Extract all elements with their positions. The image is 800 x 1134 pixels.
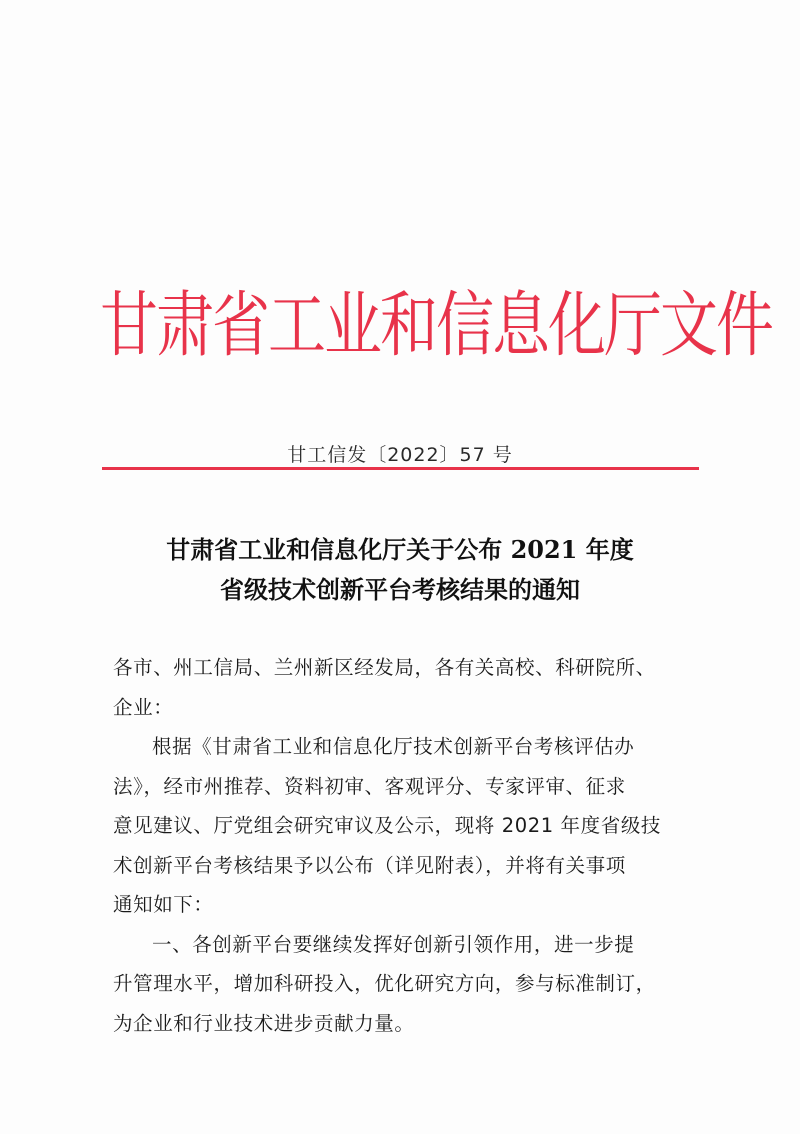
- paragraph-2-line-2: 升管理水平，增加科研投入，优化研究方向，参与标准制订，: [113, 972, 656, 995]
- document-number: 甘工信发〔2022〕57 号: [287, 444, 513, 466]
- paragraph-2-line-3: 为企业和行业技术进步贡献力量。: [113, 1011, 415, 1035]
- red-divider-line: [102, 467, 699, 470]
- recipients-line-2: 企业：: [113, 695, 174, 719]
- recipients-line-1: 各市、州工信局、兰州新区经发局，各有关高校、科研院所、: [113, 656, 656, 679]
- issuer-red-header: 甘肃省工业和信息化厅文件: [100, 283, 773, 367]
- paragraph-2-line-1: 一、各创新平台要继续发挥好创新引领作用，进一步提: [152, 932, 635, 956]
- title-line-2: 省级技术创新平台考核结果的通知: [220, 575, 580, 604]
- paragraph-1-line-1: 根据《甘肃省工业和信息化厅技术创新平台考核评估办: [152, 735, 635, 758]
- paragraph-1-line-5: 通知如下：: [113, 893, 214, 916]
- paragraph-1-line-2: 法》，经市州推荐、资料初审、客观评分、专家评审、征求: [113, 774, 626, 798]
- notice-title: [100, 530, 700, 610]
- paragraph-1-line-4: 术创新平台考核结果予以公布（详见附表），并将有关事项: [113, 853, 626, 877]
- title-line-1: 甘肃省工业和信息化厅关于公布 2021 年度: [166, 535, 634, 564]
- notice-body: [113, 648, 693, 1043]
- paragraph-1-line-3: 意见建议、厅党组会研究审议及公示，现将 2021 年度省级技: [113, 814, 662, 837]
